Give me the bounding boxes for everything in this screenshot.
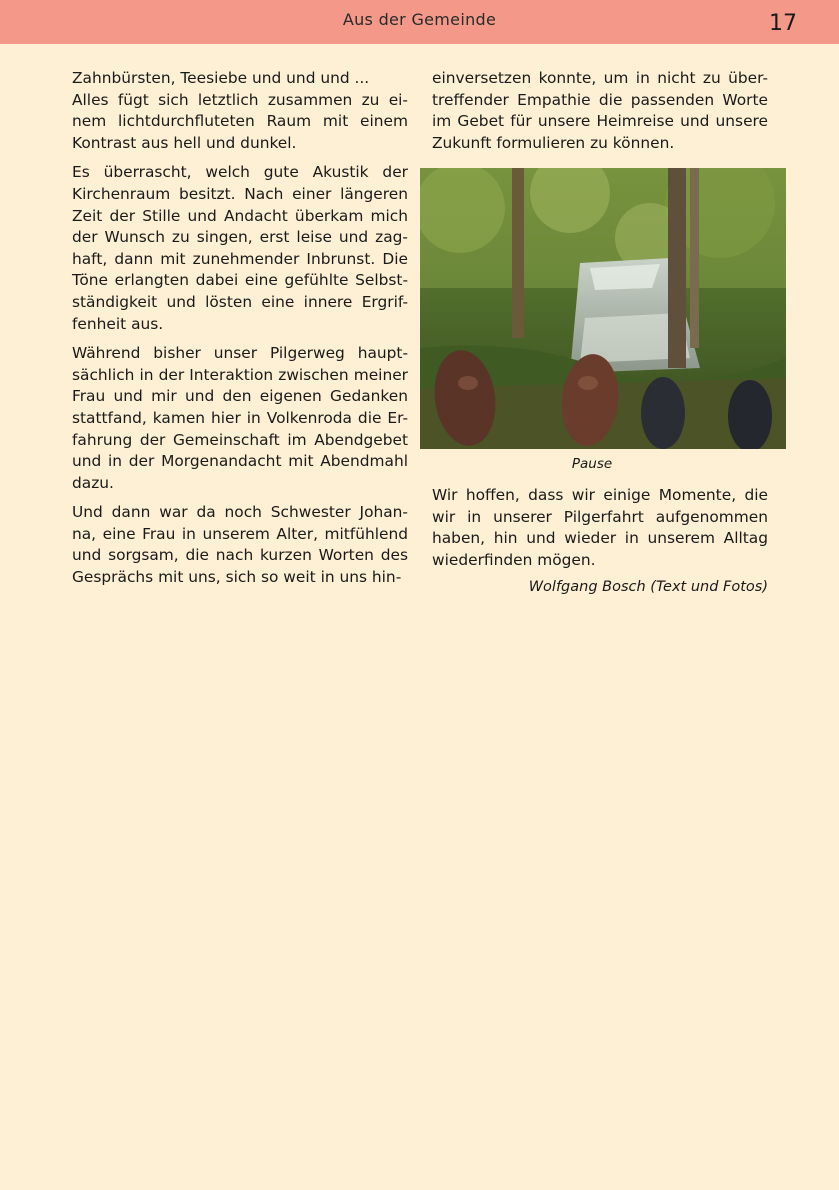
paragraph: Und dann war da noch Schwester Johan-na, eine Frau in unserem Alter, mitfühlend und sorgsam, die nach kurzen Worten des Gesprächs mit uns, sich so weit in uns hin- (72, 503, 408, 587)
left-column (72, 68, 408, 597)
page-number: 17 (769, 11, 797, 36)
photo-caption: Pause (571, 456, 613, 472)
author-credit: Wolfgang Bosch (Text und Fotos) (528, 579, 768, 595)
paragraph: einversetzen konnte, um in nicht zu über-treffender Empathie die passenden Worte im Gebet für unsere Heimreise und unsere Zukunft formulieren zu können. (432, 69, 768, 152)
paragraph: Während bisher unser Pilgerweg haupt-sächlich in der Interaktion zwischen meiner Frau und mir und den eigenen Gedanken stattfand, kamen hier in Volkenroda die Er-fahrung der Gemeinschaft im Abendgebet und in der Morgenandacht mit Abendmahl dazu. (72, 344, 408, 492)
paragraph: Alles fügt sich letztlich zusammen zu ei-nem lichtdurchfluteten Raum mit einem Kontrast aus hell und dunkel. (72, 90, 408, 152)
section-title: Aus der Gemeinde (342, 10, 497, 29)
photo-illustration (420, 168, 786, 449)
photo-pause (420, 168, 786, 449)
closing-paragraph: Wir hoffen, dass wir einige Momente, die wir in unserer Pilgerfahrt aufgenommen haben, hin und wieder in unserem Alltag wiederfinden mögen. (432, 486, 768, 569)
paragraph: Zahnbürsten, Teesiebe und und und ... (72, 69, 370, 87)
paragraph: Es überrascht, welch gute Akustik der Kirchenraum besitzt. Nach einer längeren Zeit der Stille und Andacht überkam mich der Wunsch zu singen, erst leise und zag-haft, dann mit zunehmender Inbrunst. Die Töne erlangten dabei eine gefühlte Selbst-ständigkeit und lösten eine innere Ergrif-fenheit aus. (72, 163, 408, 333)
right-column (432, 68, 768, 162)
